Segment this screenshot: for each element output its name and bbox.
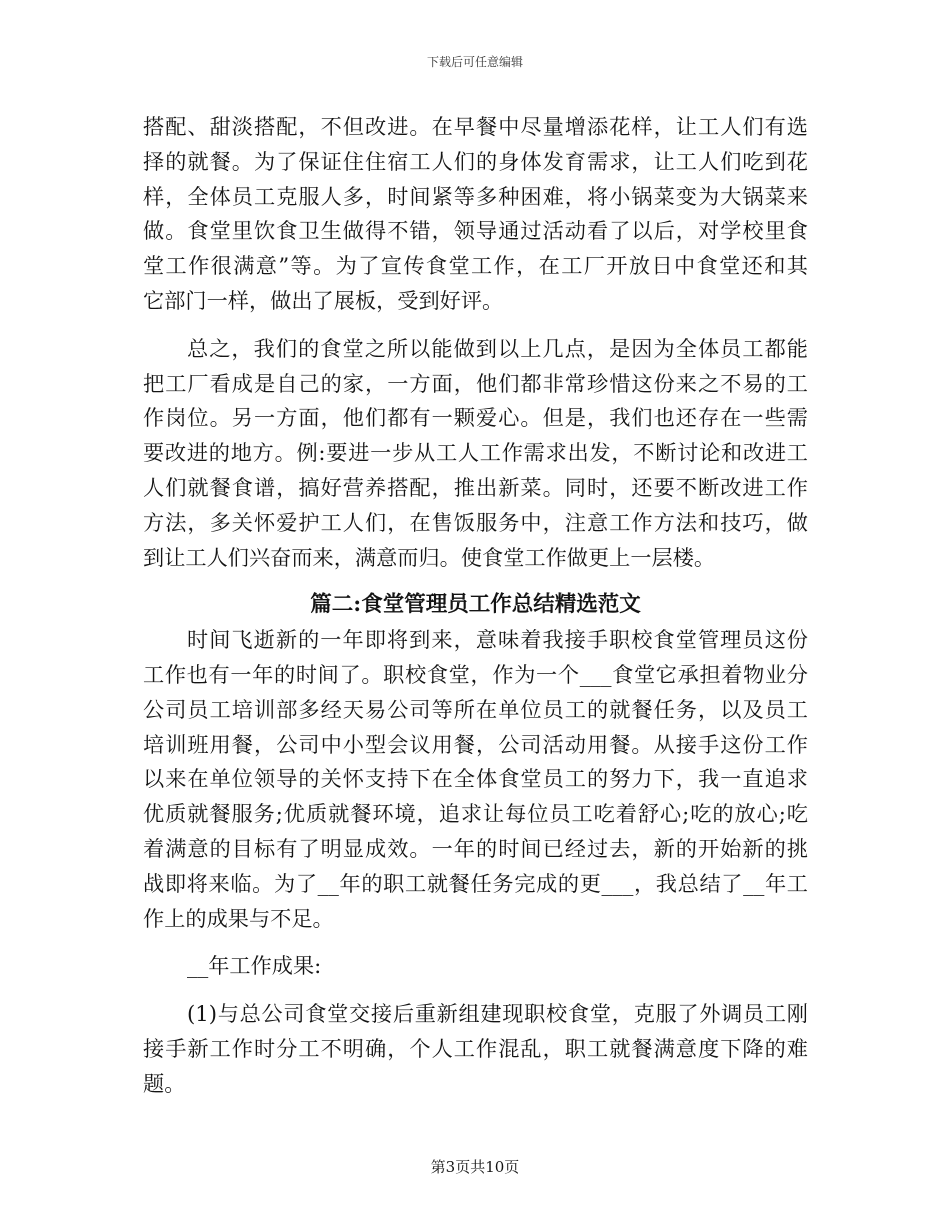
body-text-line: 方法，多关怀爱护工人们，在售饭服务中，注意工作方法和技巧，做: [143, 509, 808, 535]
paragraph-5: [143, 997, 808, 1101]
body-text-line: 以来在单位领导的关怀支持下在全体食堂员工的努力下，我一直追求: [143, 766, 808, 792]
document-body: [143, 110, 808, 1102]
body-text-line: 培训班用餐，公司中小型会议用餐，公司活动用餐。从接手这份工作: [143, 731, 808, 757]
body-text-line: 工作也有一年的时间了。职校食堂，作为一个___食堂它承担着物业分: [143, 661, 808, 687]
body-text-line: 做。食堂里饮食卫生做得不错，领导通过活动看了以后，对学校里食: [143, 218, 808, 244]
body-text-line: 着满意的目标有了明显成效。一年的时间已经过去，新的开始新的挑: [143, 835, 808, 861]
body-text-line: __年工作成果:: [187, 953, 322, 979]
body-text-line: 接手新工作时分工不明确，个人工作混乱，职工就餐满意度下降的难: [143, 1035, 808, 1061]
body-text-line: 它部门一样，做出了展板，受到好评。: [143, 287, 504, 313]
body-text-line: 公司员工培训部多经天易公司等所在单位员工的就餐任务，以及员工: [143, 696, 808, 722]
body-text-line: 战即将来临。为了__年的职工就餐任务完成的更___，我总结了__年工: [143, 870, 808, 896]
body-text-line: 要改进的地方。例:要进一步从工人工作需求出发，不断讨论和改进工: [143, 440, 808, 466]
body-text-line: 样，全体员工克服人多，时间紧等多种困难，将小锅菜变为大锅菜来: [143, 183, 808, 209]
body-text-line: 时间飞逝新的一年即将到来，意味着我接手职校食堂管理员这份: [187, 627, 808, 653]
body-text-line: (1)与总公司食堂交接后重新组建现职校食堂，克服了外调员工刚: [187, 1001, 808, 1027]
page-header-note: 下载后可任意编辑: [426, 55, 523, 69]
paragraph-2: [143, 332, 808, 576]
body-text-line: 作上的成果与不足。: [143, 905, 334, 931]
body-text-line: 把工厂看成是自己的家，一方面，他们都非常珍惜这份来之不易的工: [143, 370, 808, 396]
body-text-line: 优质就餐服务;优质就餐环境，追求让每位员工吃着舒心;吃的放心;吃: [143, 801, 808, 827]
body-text-line: 搭配、甜淡搭配，不但改进。在早餐中尽量增添花样，让工人们有选: [143, 114, 808, 139]
body-text-line: 作岗位。另一方面，他们都有一颗爱心。但是，我们也还存在一些需: [143, 405, 808, 431]
paragraph-4: [143, 949, 808, 984]
body-text-line: 人们就餐食谱，搞好营养搭配，推出新菜。同时，还要不断改进工作: [143, 474, 808, 500]
body-text-line: 到让工人们兴奋而来，满意而归。使食堂工作做更上一层楼。: [143, 544, 716, 570]
paragraph-3: [143, 623, 808, 936]
section-heading: 篇二:食堂管理员工作总结精选范文: [310, 592, 641, 618]
body-text-line: 堂工作很满意”等。为了宣传食堂工作，在工厂开放日中食堂还和其: [143, 253, 808, 279]
body-text-line: 择的就餐。为了保证住住宿工人们的身体发育需求，让工人们吃到花: [143, 148, 808, 174]
body-text-line: 总之，我们的食堂之所以能做到以上几点，是因为全体员工都能: [187, 335, 808, 361]
body-text-line: 题。: [143, 1070, 186, 1096]
paragraph-1: [143, 110, 808, 319]
page-number-footer: 第3页共10页: [430, 1158, 520, 1176]
